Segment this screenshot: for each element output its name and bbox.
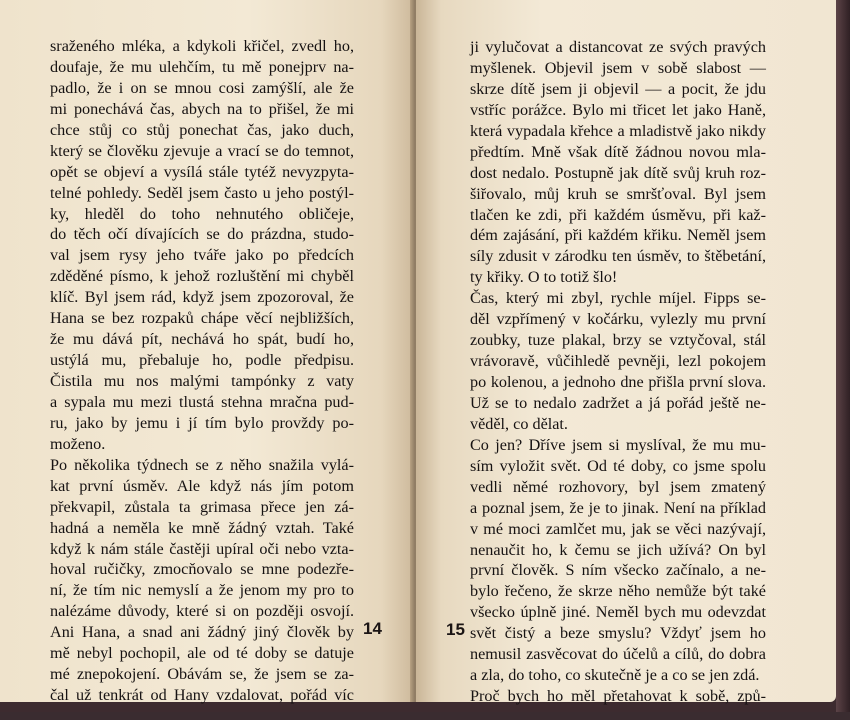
text-line: Už se to nedalo zadržet a já pořád ještě ne- [470,393,766,412]
text-line: hoval ručičky, zmocňovalo se mne podezře- [50,560,354,579]
text-line: sraženého mléka, a kdykoli křičel, zvedl ho, [50,37,354,55]
text-line: dost nedalo. Postupně jak dítě svůj kruh roz- [470,163,766,182]
text-line: který se člověku zjevuje a vrací se do temnot, [50,141,354,160]
text-line: a sypala mu mezi tlustá stehna mračna pud- [50,392,354,411]
text-line: ní, že tím nic nemyslí a že jenom my pro to [50,581,354,600]
text-line: Hana se bez rozpaků chápe věcí nejbližších, [50,309,354,328]
text-line: a zla, do toho, co skutečně je a co se jen zdá. [470,666,760,685]
text-line: mě nebyl pochopil, ale od té doby se datuje [50,644,354,663]
text-line: předtím. Mně však dítě žádnou novou mla- [470,142,766,161]
left-page-text [50,36,354,706]
text-line: Ani Hana, a snad ani žádný jiný člověk by [50,623,354,642]
text-line: zděděné písmo, k jehož rozluštění mi chyběl [50,267,354,286]
left-page-number: 14 [363,619,382,638]
text-line: hadná a neměla ke mně žádný vztah. Také [50,518,354,537]
text-line: zoubky, tuze plakal, brzy se vztyčoval, stál [470,331,766,350]
right-page-text [470,37,766,707]
text-line: Po několika týdnech se z něho snažila vylá- [50,455,354,474]
text-line: nemusil zasvěcovat do účelů a cílů, do dobra [470,645,766,664]
text-line: když k nám stále častěji upíral oči nebo vzta- [50,539,354,558]
text-line: šiřovalo, můj kruh se smršťoval. Byl jsem [470,184,766,203]
text-line: Proč bych ho měl přetahovat k sobě, způ- [470,687,766,706]
text-line: Co jen? Dříve jsem si myslíval, že mu mu- [470,435,766,454]
text-line: dém zajásání, při každém křiku. Neměl jsem [470,226,766,245]
text-line: bylo řečeno, že skrze něho nemůže být také [470,582,766,601]
text-line: skrze dítě jsem ji objevil — a pocit, že jdu [470,79,766,98]
text-line: svět čistý a beze smyslu? Vždyť jsem ho [470,624,766,643]
text-line: vedli němé rozhovory, byl jsem zmatený [470,477,766,496]
text-line: mi ponechává čas, abych na to přišel, že mi [50,99,354,118]
text-line: kat první úsměv. Ale když nás jím potom [50,476,354,495]
text-line: mé znepokojení. Obávám se, že jsem se za- [50,665,354,684]
text-line: opět se objeví a vysílá stále tytéž nevyzpyta- [50,162,354,181]
right-page [416,0,836,706]
text-line: překvapil, zůstala ta grimasa přece jen zá- [50,497,354,516]
text-line: síly zdusit v zárodku ten úsměv, to štěbetání, [470,247,766,266]
text-line: ru, jako by jemu i jí tím bylo provždy po- [50,413,354,432]
text-line: ty křiky. O to totiž šlo! [470,268,618,287]
text-line: ustýlá mu, přebaluje ho, podle předpisu. [50,351,354,370]
text-line: že mu dává pít, nechává ho spát, budí ho, [50,330,354,349]
text-line: po kolenou, a jednoho dne přišla první slova. [470,373,766,391]
text-line: do těch očí dívajících se do prázdna, studo- [50,225,354,244]
text-line: tlačen ke zdi, při každém úsměvu, při kaž- [470,205,766,224]
text-line: nenaučit ho, k čemu se jich užívá? On byl [470,540,766,559]
text-line: věděl, co dělat. [470,414,568,433]
text-line: která vypadala křehce a mladistvě jako nikdy [470,121,766,140]
text-line: všecko úplně jiné. Neměl bych mu odevzdat [470,603,766,622]
text-line: v mé moci zamlčet mu, jak se věci nazývají, [470,519,766,538]
text-line: vstříc porážce. Bylo mi třicet let jako Haně, [470,100,766,119]
text-line: Čas, který mi zbyl, rychle míjel. Fipps se- [470,289,766,308]
text-line: ky, hleděl do toho nehnutého obličeje, [50,204,354,223]
right-page-number: 15 [446,620,465,639]
book-cover-edge [836,0,850,712]
text-line: klíč. Byl jsem rád, když jsem zpozoroval, že [50,288,354,307]
text-line: myšlenek. Objevil jsem v sobě slabost — [470,58,766,77]
text-line: a poznal jsem, že je to jinak. Není na příklad [470,498,766,517]
text-line: první člověk. S ním všecko začínalo, a ne- [470,561,766,580]
left-page [0,0,414,705]
text-line: val jsem rysy jeho tváře jako po předcích [50,246,354,265]
text-line: chce stůj co stůj ponechat čas, jako duch, [50,120,354,139]
text-line: vrávoravě, vůčihledě pevněji, lezl pokojem [470,352,766,371]
text-line: moženo. [50,434,106,453]
text-line: čal už tenkrát od Hany vzdalovat, pořád víc [50,686,354,705]
text-line: Čistila mu nos malými tampónky z vaty [50,372,354,390]
text-line: padlo, že i on se mnou cosi zamýšlí, ale že [50,78,354,97]
text-line: sím vyložit svět. Od té doby, co jsme spolu [470,456,766,475]
text-line: děl vzpřímený v kočárku, vylezly mu první [470,310,766,329]
text-line: doufaje, že mu ulehčím, tu mě ponejprv na- [50,57,354,76]
text-line: ji vylučovat a distancovat ze svých pravých [470,38,766,56]
text-line: nalézáme důvody, které si on později osvojí. [50,602,354,621]
text-line: telné pohledy. Seděl jsem často u jeho postýl- [50,183,354,202]
